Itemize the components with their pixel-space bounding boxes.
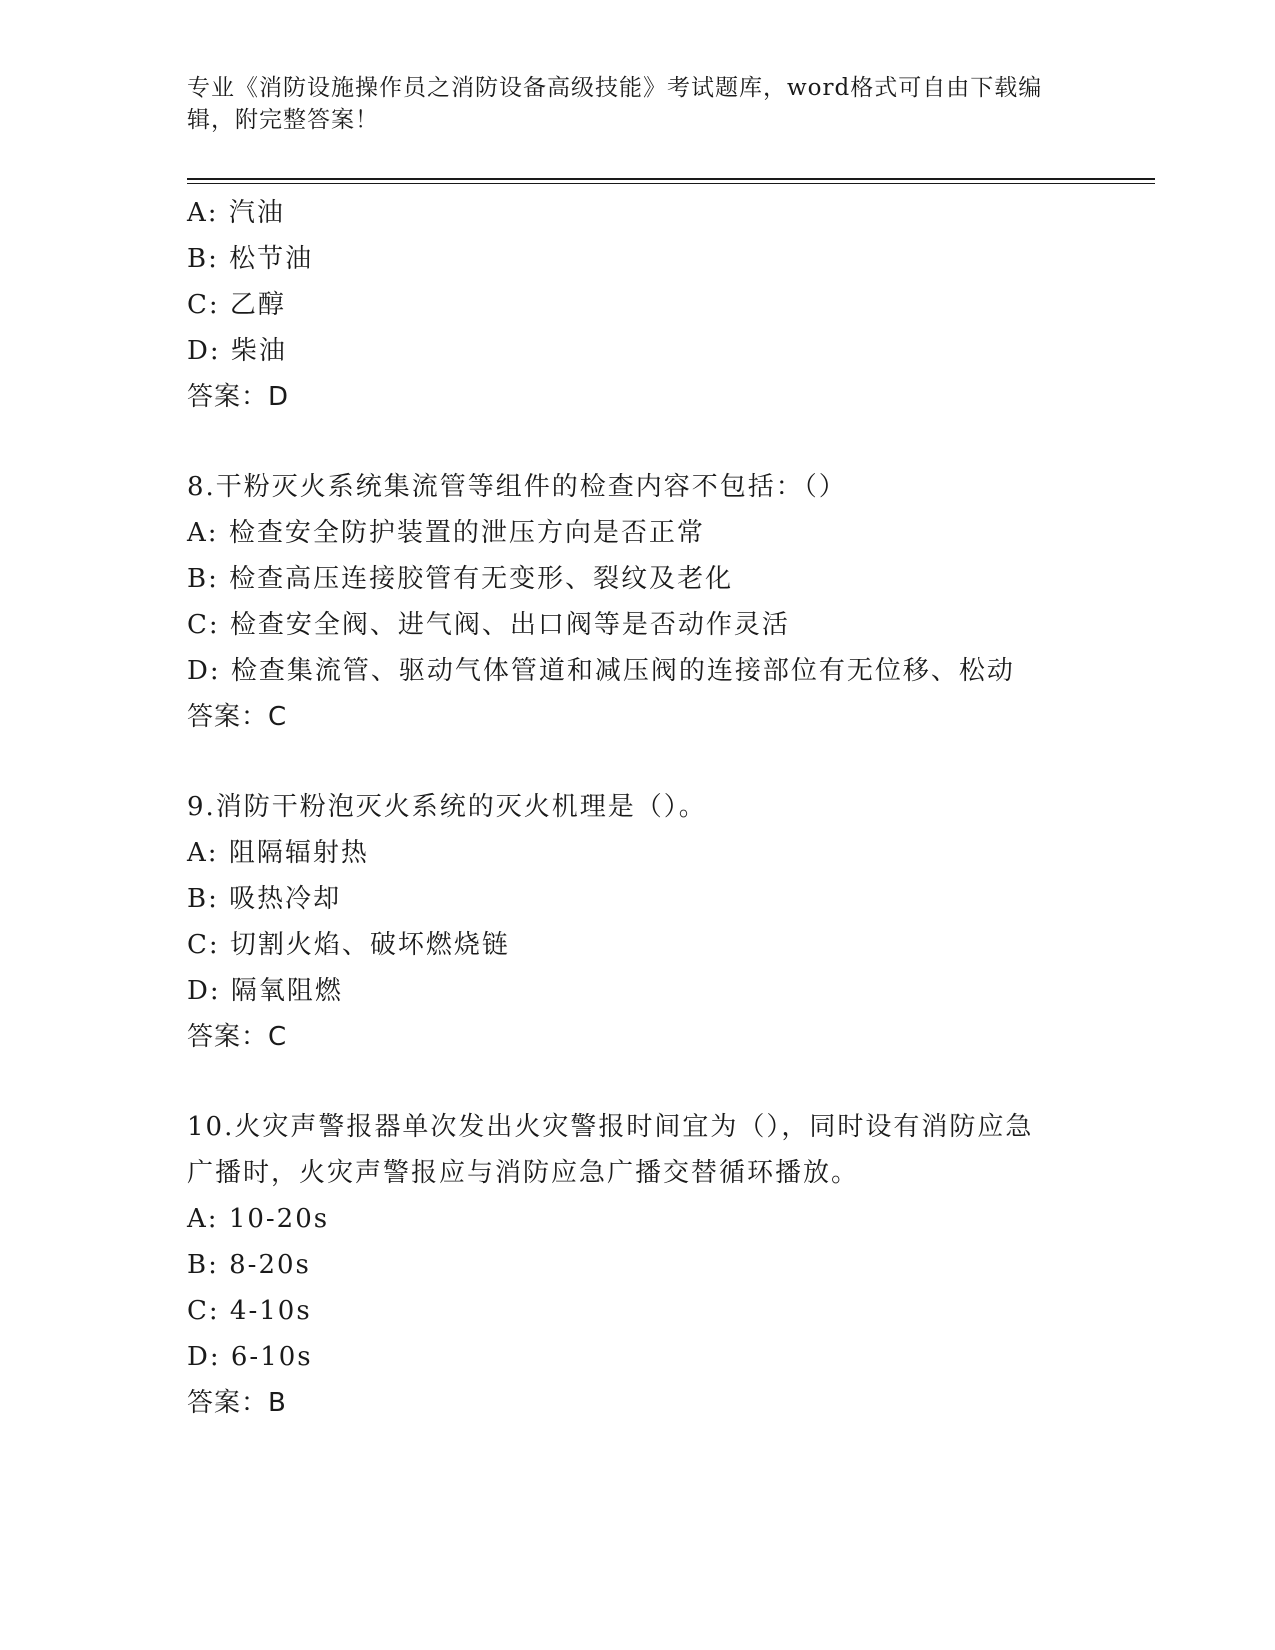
option-c: C: 切割火焰、破坏燃烧链: [187, 930, 510, 960]
header-rule-thin: [187, 183, 1155, 184]
question-list: [187, 190, 1087, 1426]
header-line-2: 辑，附完整答案！: [187, 107, 379, 133]
option-d: D: 柴油: [187, 336, 287, 366]
question-10: [187, 1104, 1087, 1426]
answer: 答案：C: [187, 702, 288, 732]
option-b: B: 检查高压连接胶管有无变形、裂纹及老化: [187, 564, 734, 594]
option-b: B: 8-20s: [187, 1250, 311, 1280]
answer: 答案：D: [187, 382, 290, 412]
question-text: 8.干粉灭火系统集流管等组件的检查内容不包括：（）: [187, 472, 847, 502]
answer: 答案：B: [187, 1388, 287, 1418]
option-d: D: 6-10s: [187, 1342, 313, 1372]
option-a: A: 10-20s: [187, 1204, 330, 1234]
option-a: A: 阻隔辐射热: [187, 838, 369, 868]
spacer: [187, 740, 1087, 784]
answer: 答案：C: [187, 1022, 288, 1052]
question-text: 9.消防干粉泡灭火系统的灭火机理是（）。: [187, 792, 707, 822]
option-c: C: 检查安全阀、进气阀、出口阀等是否动作灵活: [187, 610, 790, 640]
option-b: B: 松节油: [187, 244, 314, 274]
question-text-line-2: 广播时，火灾声警报应与消防应急广播交替循环播放。: [187, 1158, 860, 1188]
option-a: A: 汽油: [187, 198, 285, 228]
option-a: A: 检查安全防护装置的泄压方向是否正常: [187, 518, 705, 548]
option-b: B: 吸热冷却: [187, 884, 342, 914]
question-9: [187, 784, 1087, 1060]
option-c: C: 4-10s: [187, 1296, 312, 1326]
spacer: [187, 1060, 1087, 1104]
header-rule-thick: [187, 178, 1155, 180]
document-header: [187, 72, 1087, 136]
question-7: [187, 190, 1087, 420]
option-d: D: 隔氧阻燃: [187, 976, 343, 1006]
question-text-line-1: 10.火灾声警报器单次发出火灾警报时间宜为（），同时设有消防应急: [187, 1112, 1034, 1142]
option-c: C: 乙醇: [187, 290, 286, 320]
option-d: D: 检查集流管、驱动气体管道和减压阀的连接部位有无位移、松动: [187, 656, 1015, 686]
question-8: [187, 464, 1087, 740]
header-line-1: 专业《消防设施操作员之消防设备高级技能》考试题库，word格式可自由下载编: [187, 75, 1043, 101]
spacer: [187, 420, 1087, 464]
